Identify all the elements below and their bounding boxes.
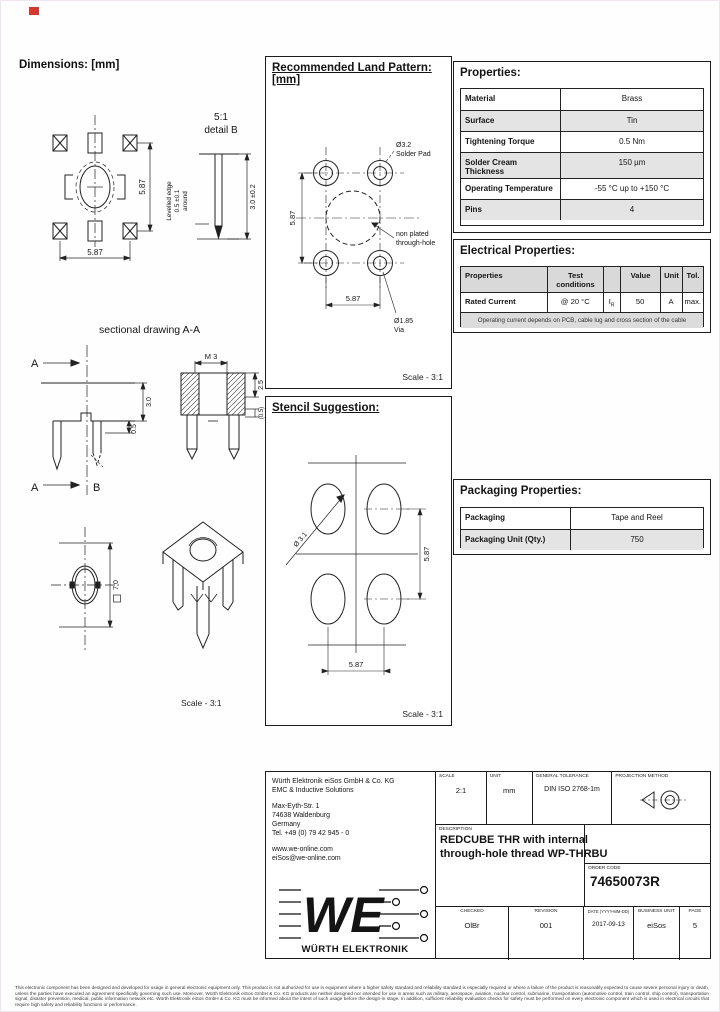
- dim-height-label: 5.87: [138, 179, 147, 195]
- marker-a-bottom: A: [31, 482, 39, 494]
- packaging-title: Packaging Properties:: [460, 485, 582, 497]
- dim-width-label: 5.87: [87, 248, 103, 257]
- we-logo-letters: WE: [303, 887, 384, 943]
- dim-gap: [245, 409, 259, 417]
- detail-scale-label: 5:1: [214, 112, 228, 123]
- via-name-label: Via: [394, 327, 404, 334]
- dim-depth: [245, 373, 259, 397]
- via-dia-label: Ø1.85: [394, 318, 414, 325]
- order-code: 74650073R: [590, 873, 660, 889]
- dimensions-title: Dimensions: [mm]: [19, 59, 120, 71]
- dim-standoff: [105, 421, 133, 433]
- properties-table: [460, 88, 704, 226]
- detail-name-label: detail B: [204, 125, 238, 136]
- footer-page: PAGE 5: [679, 907, 710, 960]
- description-line-2: through-hole thread WP-THRBU: [440, 848, 608, 861]
- packaging-table: [460, 507, 704, 548]
- dimensions-scale-caption: Scale - 3:1: [181, 698, 222, 708]
- dim-gap-label: (0.5): [259, 406, 265, 420]
- footer-checked: CHECKED OlBr: [460, 909, 484, 930]
- top-view-drawing: [33, 113, 168, 268]
- company-web: www.we-online.com: [272, 846, 333, 854]
- company-street: Max-Eyth-Str. 1: [272, 803, 320, 811]
- company-division: EMC & Inductive Solutions: [272, 786, 354, 794]
- company-info: [266, 772, 436, 958]
- land-pattern-drawing: [268, 95, 450, 357]
- description-row: [436, 825, 710, 907]
- title-block: [265, 771, 711, 959]
- electrical-section: [453, 239, 711, 333]
- footer-business-unit: BUSINESS UNIT eiSos: [633, 907, 679, 960]
- table-row: Tightening Torque 0.5 Nm: [461, 131, 703, 152]
- dim-square-label: 7.0: [113, 580, 120, 590]
- table-row: Solder Cream Thickness 150 µm: [461, 152, 703, 178]
- we-logo-caption: WÜRTH ELEKTRONIK: [301, 944, 409, 955]
- title-block-right: [436, 772, 710, 958]
- marker-b: B: [93, 482, 101, 494]
- pad-leader: [385, 151, 394, 163]
- stencil-drawing: [268, 437, 450, 697]
- stencil-scale: Scale - 3:1: [402, 709, 443, 719]
- edge-note-1: Levelled edge: [166, 181, 173, 221]
- aperture-dia-label: Ø 3.1: [292, 531, 310, 549]
- company-phone: Tel. +49 (0) 79 42 945 - 0: [272, 829, 350, 837]
- land-pattern-scale: Scale - 3:1: [402, 372, 443, 382]
- stencil-title: Stencil Suggestion:: [272, 402, 380, 414]
- table-row: Pins 4: [461, 199, 703, 220]
- table-row: Packaging Unit (Qty.) 750: [461, 529, 703, 550]
- footer-date: DATE (YYYY-MM-DD) 2017-09-13: [583, 907, 633, 960]
- table-header-row: Properties Test conditions Value Unit Tol.: [461, 267, 703, 292]
- we-logo: [279, 884, 431, 942]
- stencil-section: [265, 396, 452, 726]
- section-side-view: [23, 339, 163, 501]
- company-name: Würth Elektronik eiSos GmbH & Co. KG: [272, 778, 395, 785]
- st-dim-h-label: 5.87: [348, 660, 364, 669]
- description-line-1: REDCUBE THR with internal: [440, 833, 588, 846]
- edge-note-3: around: [182, 191, 189, 211]
- land-pattern-title: Recommended Land Pattern: [mm]: [272, 62, 432, 86]
- side-bracket-left: [65, 175, 73, 199]
- table-row: Operating Temperature -55 °C up to +150 °C: [461, 178, 703, 199]
- description-cell: DESCRIPTION REDCUBE THR with internal through-hole thread WP-THRBU: [436, 825, 584, 907]
- meta-row: [436, 772, 710, 825]
- dim-body-height-label: 3.0: [146, 397, 153, 407]
- dim-thread: [195, 361, 227, 373]
- symbol-cell: $I_R$: [603, 293, 620, 312]
- dim-pitch-h: [326, 277, 380, 309]
- dim-standoff-label: 0.5: [131, 424, 138, 434]
- npth-label-1: non plated: [396, 231, 429, 238]
- table-row: Material Brass: [461, 89, 703, 110]
- lp-dim-v-label: 5.87: [288, 210, 297, 226]
- section-cut-view: [161, 351, 269, 473]
- land-pattern-section: [265, 56, 452, 389]
- aperture-leader: [286, 495, 344, 565]
- st-dim-v-label: 5.87: [422, 546, 431, 562]
- table-row: Surface Tin: [461, 110, 703, 131]
- company-country: Germany: [272, 820, 301, 828]
- projection-method-icon: [640, 786, 688, 814]
- table-row: Packaging Tape and Reel: [461, 508, 703, 529]
- bottom-view-drawing: [47, 523, 129, 655]
- thread-size-label: M 3: [204, 352, 218, 361]
- table-row: Rated Current @ 20 °C $I_R$ 50 A max.: [461, 292, 703, 312]
- side-bracket-right: [117, 175, 125, 199]
- scan-mark: [29, 7, 39, 15]
- properties-title: Properties:: [460, 67, 521, 79]
- isometric-view: [153, 516, 253, 656]
- electrical-table: [460, 266, 704, 327]
- dim-pin-length: [227, 154, 251, 239]
- footer-row: [436, 907, 710, 960]
- meta-tolerance: GENERAL TOLERANCE DIN ISO 2768-1m: [532, 772, 612, 825]
- detail-b-drawing: [159, 106, 259, 274]
- electrical-note: Operating current depends on PCB, cable lug and cross section of the cable: [461, 312, 703, 328]
- lp-dim-h-label: 5.87: [345, 294, 361, 303]
- via-leader: [383, 272, 396, 313]
- npth-label-2: through-hole: [396, 240, 436, 247]
- footer-revision: REVISION 001: [508, 907, 583, 960]
- packaging-section: [453, 479, 711, 555]
- section-title: sectional drawing A-A: [99, 324, 200, 336]
- meta-scale: SCALE 2:1: [436, 772, 486, 825]
- meta-unit: UNIT mm: [486, 772, 532, 825]
- dim-depth-label: 2.5: [258, 380, 265, 390]
- dim-pin-length-label: 3.0 ±0.2: [250, 184, 257, 210]
- pad-name-label: Solder Pad: [396, 151, 431, 158]
- marker-a-top: A: [31, 358, 39, 370]
- meta-projection: PROJECTION METHOD: [611, 772, 710, 825]
- electrical-title: Electrical Properties:: [460, 245, 576, 257]
- edge-note-2: 0.5 ±0.1: [174, 189, 181, 213]
- disclaimer-text: This electronic component has been designed and developed for usage in general electronic equipment only. This product is not authorized for use in equipment where a higher safety standard and reliability standard is especially required or where a failure of the product is reasonably expected to cause severe personal injury or death, unless the parties have executed an agreement specifically governing such use. Moreover, Würth Elektronik eiSos GmbH & Co. KG products are neither designed nor intended for use in areas such as military, aerospace, aviation, nuclear control, submarine, transportation (automotive control, train control, ship control), transportation signal, disaster prevention, medical, public information network etc. Würth Elektronik eiSos GmbH & Co. KG must be informed about the intent of such usage before the design-in stage. In addition, sufficient reliability evaluation checks for safety must be performed on every electronic component which is used in electrical circuits that require high safety and reliability functions or performance.: [15, 985, 709, 1008]
- company-city: 74638 Waldenburg: [272, 812, 330, 820]
- empty-cell: [585, 825, 710, 864]
- company-email: eiSos@we-online.com: [272, 854, 341, 862]
- order-code-column: ORDER CODE 74650073R: [584, 825, 710, 907]
- legs: [173, 559, 233, 648]
- pad-dia-label: Ø3.2: [396, 142, 412, 149]
- properties-section: [453, 61, 711, 233]
